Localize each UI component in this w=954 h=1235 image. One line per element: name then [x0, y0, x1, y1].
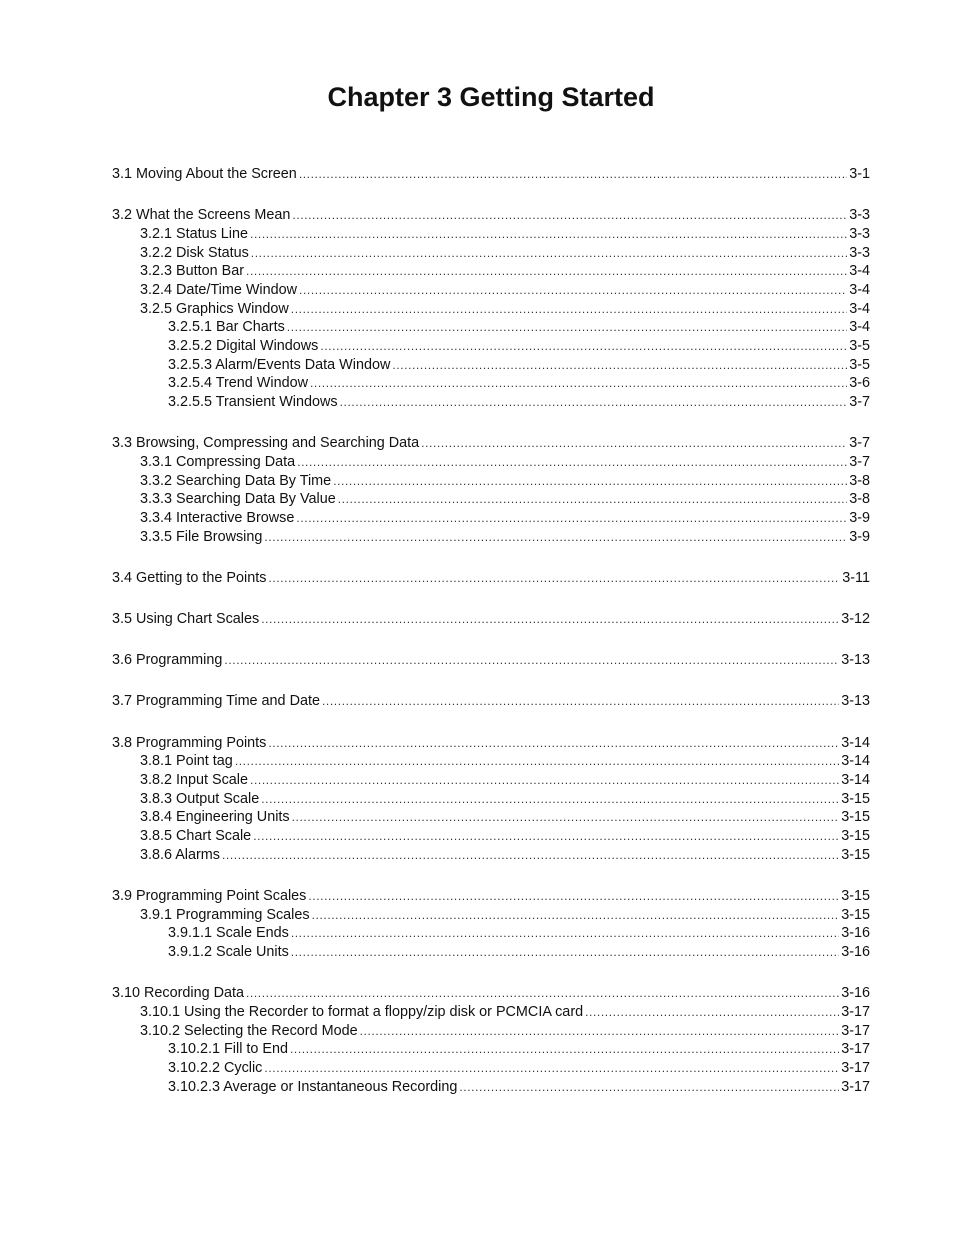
toc-entry-title: 3.1 Moving About the Screen — [112, 166, 297, 182]
toc-entry-title: 3.8.4 Engineering Units — [140, 809, 290, 826]
dot-leader — [290, 1040, 839, 1059]
toc-entry-title: 3.8.5 Chart Scale — [140, 828, 252, 845]
dot-leader — [322, 692, 839, 711]
toc-entry-title: 3.2.5.3 Alarm/Events Data Window — [168, 356, 391, 373]
dot-leader — [224, 651, 839, 670]
toc-entry — [112, 808, 870, 827]
toc-entry-page: 3-5 — [849, 356, 870, 373]
toc-entry — [112, 262, 870, 281]
dot-leader — [310, 374, 847, 393]
toc-entry-page: 3-8 — [849, 472, 870, 489]
dot-leader — [261, 790, 839, 809]
dot-leader — [246, 984, 839, 1003]
toc-entry-title: 3.10.2 Selecting the Record Mode — [140, 1022, 358, 1039]
dot-leader — [268, 569, 840, 588]
toc-entry-page: 3-13 — [841, 652, 870, 669]
toc-entry-title: 3.3.4 Interactive Browse — [140, 510, 295, 526]
toc-entry — [112, 281, 870, 300]
toc-entry-title: 3.2.5.2 Digital Windows — [168, 338, 319, 354]
toc-entry-page: 3-8 — [849, 491, 870, 508]
toc-entry — [112, 827, 870, 846]
dot-leader — [235, 752, 839, 771]
page-title: Chapter 3 Getting Started — [327, 82, 655, 112]
toc-section — [112, 569, 870, 588]
dot-leader — [320, 337, 847, 356]
toc-entry — [112, 472, 870, 491]
toc-entry-page: 3-3 — [849, 207, 870, 224]
toc-entry-page: 3-14 — [841, 753, 870, 770]
toc-entry — [112, 374, 870, 393]
toc-entry-page: 3-16 — [841, 985, 870, 1002]
toc-entry-page: 3-11 — [842, 569, 870, 586]
toc-entry-page: 3-4 — [849, 281, 870, 298]
toc-entry-title: 3.9 Programming Point Scales — [112, 887, 307, 904]
toc-entry-page: 3-17 — [841, 1022, 870, 1039]
toc-section — [112, 692, 870, 711]
toc-entry — [112, 318, 870, 337]
dot-leader — [308, 887, 839, 906]
toc-entry-title: 3.8.2 Input Scale — [140, 772, 249, 788]
toc-entry — [112, 206, 870, 225]
toc-entry — [112, 244, 870, 263]
toc-entry — [112, 300, 870, 319]
toc-entry-page: 3-15 — [841, 828, 870, 845]
toc-entry-title: 3.2.4 Date/Time Window — [140, 281, 298, 298]
toc-entry — [112, 752, 870, 771]
toc-entry-title: 3.2.5 Graphics Window — [140, 300, 289, 317]
dot-leader — [222, 846, 839, 865]
toc-entry-title: 3.2.5.5 Transient Windows — [168, 394, 338, 411]
toc-entry-title: 3.9.1.1 Scale Ends — [168, 925, 289, 942]
toc-entry-title: 3.8.3 Output Scale — [140, 790, 260, 807]
toc-entry — [112, 1022, 870, 1041]
toc-section — [112, 734, 870, 865]
toc-entry-page: 3-15 — [841, 790, 870, 807]
toc-entry — [112, 984, 870, 1003]
dot-leader — [291, 300, 847, 319]
toc-entry-page: 3-16 — [841, 925, 870, 942]
toc-entry-title: 3.3.2 Searching Data By Time — [140, 472, 332, 489]
toc-entry-page: 3-3 — [849, 244, 870, 261]
dot-leader — [333, 472, 847, 491]
toc-entry — [112, 490, 870, 509]
toc-entry-page: 3-7 — [849, 453, 870, 470]
toc-entry-page: 3-1 — [849, 166, 870, 182]
toc-entry-title: 3.4 Getting to the Points — [112, 569, 267, 586]
dot-leader — [296, 509, 847, 528]
toc-entry-title: 3.2.5.1 Bar Charts — [168, 319, 285, 336]
dot-leader — [291, 943, 839, 962]
toc-entry-title: 3.3 Browsing, Compressing and Searching Data — [112, 435, 420, 452]
toc-entry-title: 3.9.1 Programming Scales — [140, 906, 310, 923]
dot-leader — [261, 610, 839, 629]
toc-entry-title: 3.10 Recording Data — [112, 985, 244, 1002]
toc-entry — [112, 651, 870, 670]
dot-leader — [292, 808, 840, 827]
toc-entry-page: 3-17 — [841, 1059, 870, 1076]
toc-entry-title: 3.8 Programming Points — [112, 734, 267, 751]
toc-entry-title: 3.3.5 File Browsing — [140, 528, 263, 545]
dot-leader — [264, 1059, 839, 1078]
dot-leader — [250, 225, 847, 244]
toc-entry-page: 3-17 — [841, 1078, 870, 1095]
toc-entry-title: 3.8.1 Point tag — [140, 753, 233, 770]
toc-entry-title: 3.6 Programming — [112, 652, 223, 669]
dot-leader — [268, 734, 839, 753]
toc-entry — [112, 509, 870, 528]
dot-leader — [312, 906, 840, 925]
dot-leader — [287, 318, 847, 337]
toc-section — [112, 651, 870, 670]
toc-entry-page: 3-9 — [849, 510, 870, 526]
toc-entry — [112, 453, 870, 472]
toc-entry-page: 3-15 — [841, 809, 870, 826]
toc-entry — [112, 1003, 870, 1022]
toc-entry-title: 3.2 What the Screens Mean — [112, 207, 291, 224]
toc-entry-page: 3-14 — [841, 772, 870, 788]
toc-entry-page: 3-9 — [849, 528, 870, 545]
dot-leader — [299, 281, 847, 300]
dot-leader — [421, 434, 847, 453]
toc-entry — [112, 1078, 870, 1097]
toc-entry-page: 3-7 — [849, 394, 870, 411]
toc-entry-page: 3-12 — [841, 611, 870, 628]
dot-leader — [459, 1078, 839, 1097]
toc-entry-title: 3.10.2.3 Average or Instantaneous Recording — [168, 1078, 458, 1095]
toc-entry — [112, 393, 870, 412]
toc-entry-page: 3-4 — [849, 319, 870, 336]
dot-leader — [340, 393, 848, 412]
toc-entry-title: 3.2.1 Status Line — [140, 225, 249, 242]
dot-leader — [251, 244, 847, 263]
toc-entry-page: 3-7 — [849, 435, 870, 452]
toc-entry — [112, 337, 870, 356]
toc-section — [112, 165, 870, 184]
toc-section — [112, 206, 870, 412]
toc-section — [112, 887, 870, 962]
toc-entry — [112, 790, 870, 809]
dot-leader — [392, 356, 847, 375]
toc-entry-title: 3.10.2.2 Cyclic — [168, 1059, 263, 1076]
toc-entry — [112, 906, 870, 925]
toc-entry-page: 3-15 — [841, 887, 870, 904]
dot-leader — [292, 206, 847, 225]
toc-entry — [112, 1040, 870, 1059]
toc-entry — [112, 434, 870, 453]
dot-leader — [250, 771, 839, 790]
toc-entry — [112, 528, 870, 547]
toc-entry — [112, 887, 870, 906]
toc-section — [112, 434, 870, 546]
toc-entry — [112, 610, 870, 629]
toc-entry-page: 3-17 — [841, 1003, 870, 1020]
toc-entry — [112, 734, 870, 753]
dot-leader — [291, 924, 839, 943]
toc-entry-title: 3.10.1 Using the Recorder to format a floppy/zip disk or PCMCIA card — [140, 1003, 584, 1020]
toc-entry-title: 3.9.1.2 Scale Units — [168, 944, 289, 960]
dot-leader — [360, 1022, 840, 1041]
toc-entry-page: 3-4 — [849, 300, 870, 317]
toc-entry — [112, 225, 870, 244]
toc-entry-page: 3-15 — [841, 846, 870, 863]
toc-entry — [112, 846, 870, 865]
toc-entry — [112, 569, 870, 588]
toc-entry-title: 3.2.3 Button Bar — [140, 263, 245, 280]
toc-entry — [112, 165, 870, 184]
dot-leader — [299, 165, 847, 184]
toc-entry-page: 3-13 — [841, 693, 870, 710]
dot-leader — [338, 490, 847, 509]
toc-entry-title: 3.2.2 Disk Status — [140, 244, 249, 261]
toc-entry-page: 3-5 — [849, 338, 870, 354]
toc-entry — [112, 1059, 870, 1078]
toc-entry-title: 3.2.5.4 Trend Window — [168, 375, 308, 392]
dot-leader — [297, 453, 847, 472]
toc-entry-page: 3-16 — [841, 944, 870, 960]
toc-entry-title: 3.3.1 Compressing Data — [140, 453, 296, 470]
toc-section — [112, 610, 870, 629]
toc-entry-title: 3.8.6 Alarms — [140, 846, 220, 863]
dot-leader — [585, 1003, 839, 1022]
toc-entry-title: 3.10.2.1 Fill to End — [168, 1041, 288, 1058]
toc-section — [112, 984, 870, 1096]
toc-entry — [112, 924, 870, 943]
toc-entry — [112, 356, 870, 375]
dot-leader — [253, 827, 839, 846]
toc-entry-page: 3-6 — [849, 375, 870, 392]
toc-entry-title: 3.7 Programming Time and Date — [112, 693, 320, 710]
toc-entry-page: 3-14 — [841, 734, 870, 751]
toc-entry-page: 3-17 — [841, 1041, 870, 1058]
toc-entry — [112, 943, 870, 962]
toc-entry-page: 3-3 — [849, 225, 870, 242]
dot-leader — [264, 528, 847, 547]
toc-entry — [112, 692, 870, 711]
toc-entry-title: 3.3.3 Searching Data By Value — [140, 491, 336, 508]
toc-entry-page: 3-15 — [841, 906, 870, 923]
dot-leader — [246, 262, 847, 281]
table-of-contents — [112, 165, 870, 1119]
toc-entry-page: 3-4 — [849, 263, 870, 280]
toc-entry-title: 3.5 Using Chart Scales — [112, 611, 260, 628]
toc-entry — [112, 771, 870, 790]
